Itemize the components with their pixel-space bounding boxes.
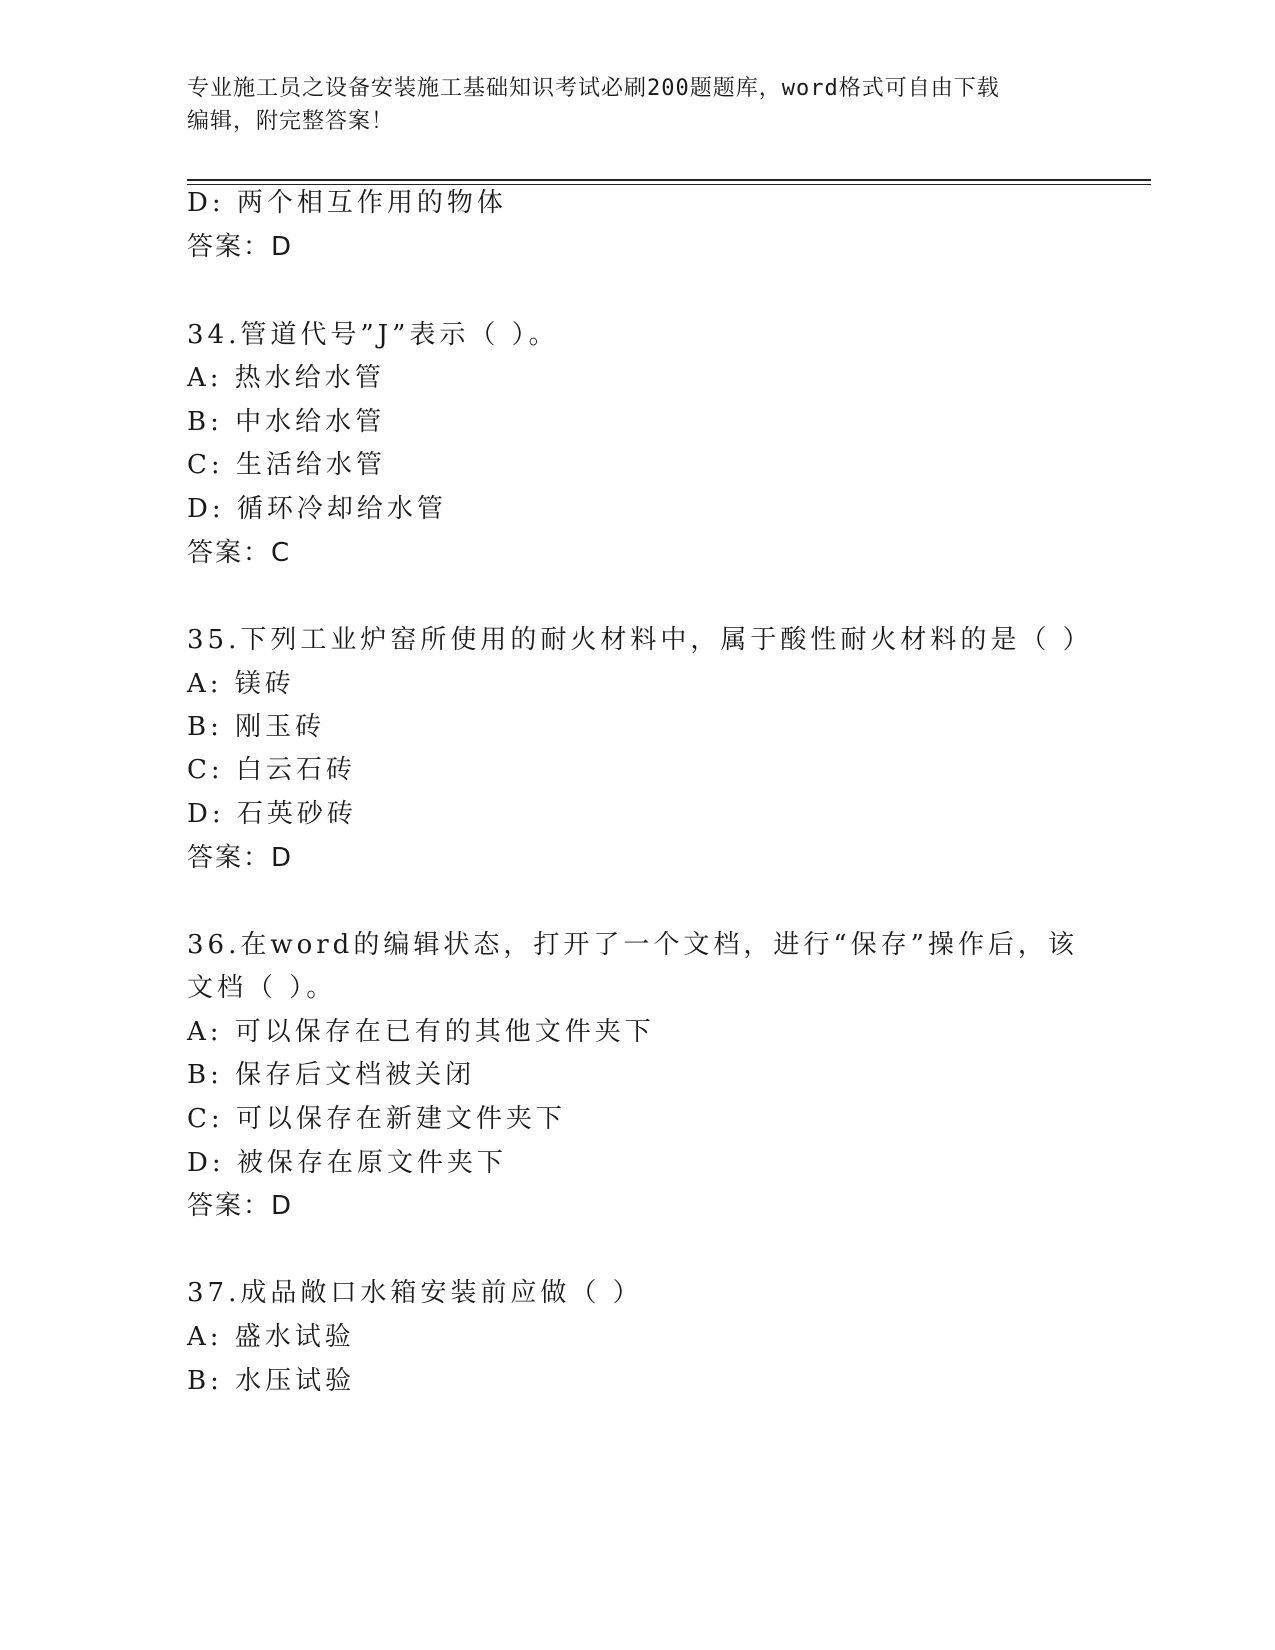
question-stem-continued: 文档（ ）。 [187,973,337,1003]
option-c: C: 白云石砖 [187,755,356,785]
option-a: A: 镁砖 [187,669,295,699]
question-stem: 37.成品敞口水箱安装前应做（ ） [187,1278,643,1308]
answer: 答案：C [187,538,292,568]
answer: 答案：D [187,1191,294,1221]
answer: 答案：D [187,843,294,873]
header-line-2: 编辑，附完整答案！ [187,109,395,134]
header-divider-thin [187,184,1151,185]
option-a: A: 盛水试验 [187,1322,355,1352]
option-b: B: 保存后文档被关闭 [187,1060,476,1090]
answer: 答案：D [187,232,294,262]
option-a: A: 热水给水管 [187,363,385,393]
header-divider-thick [187,179,1151,181]
option-b: B: 水压试验 [187,1366,356,1396]
option-d: D: 石英砂砖 [187,799,357,829]
option-d: D: 两个相互作用的物体 [187,188,507,218]
question-stem: 35.下列工业炉窑所使用的耐火材料中，属于酸性耐火材料的是（ ） [187,625,1093,655]
header-line-1: 专业施工员之设备安装施工基础知识考试必刷200题题库，word格式可自由下载 [187,76,1000,101]
option-a: A: 可以保存在已有的其他文件夹下 [187,1017,655,1047]
option-b: B: 中水给水管 [187,407,386,437]
option-c: C: 生活给水管 [187,450,386,480]
option-d: D: 循环冷却给水管 [187,494,447,524]
option-c: C: 可以保存在新建文件夹下 [187,1104,566,1134]
question-stem: 34.管道代号”J”表示（ ）。 [187,320,559,350]
option-b: B: 刚玉砖 [187,712,326,742]
question-stem: 36.在word的编辑状态，打开了一个文档，进行“保存”操作后，该 [187,930,1078,960]
option-d: D: 被保存在原文件夹下 [187,1148,507,1178]
document-header [187,72,1087,138]
